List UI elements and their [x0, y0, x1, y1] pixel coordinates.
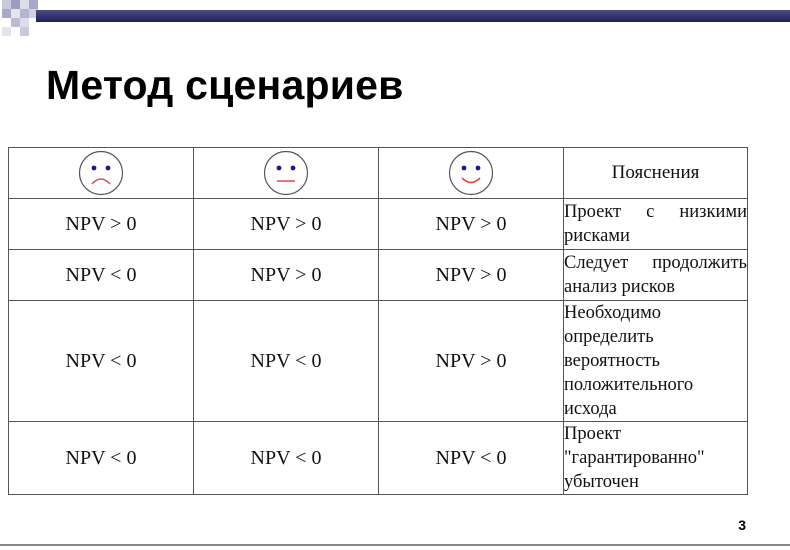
- pessimistic-cell: NPV < 0: [9, 250, 194, 301]
- pessimistic-cell: NPV < 0: [9, 301, 194, 422]
- page-number: 3: [738, 517, 746, 533]
- explanation-header: Пояснения: [564, 148, 748, 199]
- realistic-cell: NPV < 0: [194, 422, 379, 495]
- sad-face-icon: [77, 149, 125, 197]
- explanation-cell: Проект с низкими рисками: [564, 199, 748, 250]
- optimistic-cell: NPV > 0: [379, 250, 564, 301]
- optimistic-cell: NPV < 0: [379, 422, 564, 495]
- table-row: [9, 250, 748, 301]
- pessimistic-cell: NPV < 0: [9, 422, 194, 495]
- optimistic-cell: NPV > 0: [379, 301, 564, 422]
- explanation-cell: Необходимо определить вероятность положительного исхода: [564, 301, 748, 422]
- neutral-face-icon: [262, 149, 310, 197]
- optimistic-cell: NPV > 0: [379, 199, 564, 250]
- realistic-cell: NPV > 0: [194, 250, 379, 301]
- realistic-cell: NPV > 0: [194, 199, 379, 250]
- realistic-cell: NPV < 0: [194, 301, 379, 422]
- table-row: [9, 422, 748, 495]
- pessimistic-header: [9, 148, 194, 199]
- optimistic-header: [379, 148, 564, 199]
- happy-face-icon: [447, 149, 495, 197]
- slide-title: Метод сценариев: [46, 62, 404, 108]
- pessimistic-cell: NPV > 0: [9, 199, 194, 250]
- table-row: [9, 199, 748, 250]
- scenario-table: [8, 147, 748, 495]
- table-header-row: [9, 148, 748, 199]
- header-bar: [36, 10, 790, 22]
- footer-divider: [0, 544, 790, 546]
- explanation-cell: Проект "гарантированно" убыточен: [564, 422, 748, 495]
- realistic-header: [194, 148, 379, 199]
- explanation-cell: Следует продолжить анализ рисков: [564, 250, 748, 301]
- table-row: [9, 301, 748, 422]
